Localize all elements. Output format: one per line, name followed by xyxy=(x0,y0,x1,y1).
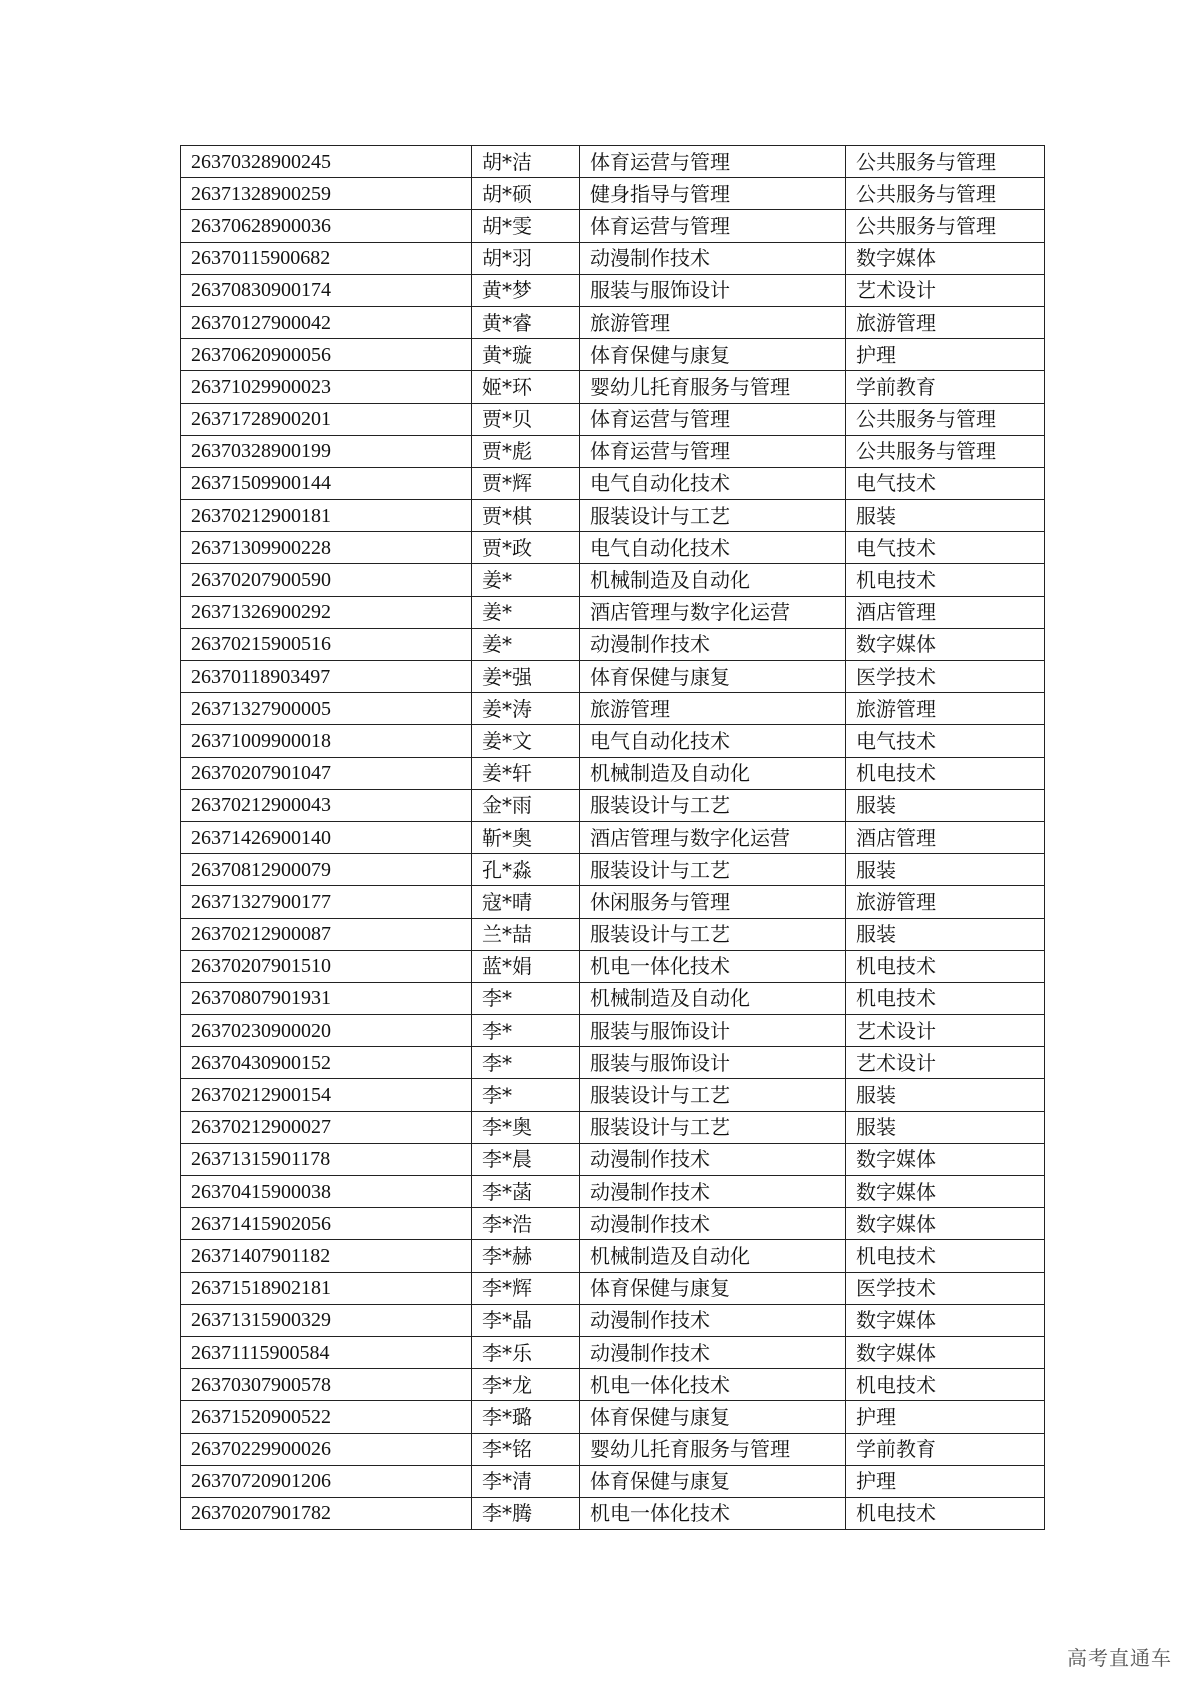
major-cell: 动漫制作技术 xyxy=(580,242,846,274)
student-name-cell: 贾*彪 xyxy=(472,435,580,467)
category-cell: 艺术设计 xyxy=(846,1015,1045,1047)
major-cell: 动漫制作技术 xyxy=(580,1176,846,1208)
category-cell: 护理 xyxy=(846,339,1045,371)
table-row xyxy=(181,789,1045,821)
table-row xyxy=(181,146,1045,178)
major-cell: 婴幼儿托育服务与管理 xyxy=(580,1433,846,1465)
table-row xyxy=(181,564,1045,596)
major-cell: 动漫制作技术 xyxy=(580,1143,846,1175)
student-name-cell: 李* xyxy=(472,982,580,1014)
major-cell: 体育运营与管理 xyxy=(580,146,846,178)
table-row xyxy=(181,1465,1045,1497)
student-id-cell: 26371029900023 xyxy=(181,371,472,403)
student-name-cell: 李*铭 xyxy=(472,1433,580,1465)
category-cell: 服装 xyxy=(846,854,1045,886)
student-name-cell: 黄*睿 xyxy=(472,306,580,338)
category-cell: 学前教育 xyxy=(846,371,1045,403)
table-row xyxy=(181,596,1045,628)
table-row xyxy=(181,1111,1045,1143)
category-cell: 旅游管理 xyxy=(846,886,1045,918)
category-cell: 服装 xyxy=(846,789,1045,821)
table-row xyxy=(181,1240,1045,1272)
category-cell: 数字媒体 xyxy=(846,628,1045,660)
student-id-cell: 26370620900056 xyxy=(181,339,472,371)
category-cell: 数字媒体 xyxy=(846,1176,1045,1208)
student-id-cell: 26371728900201 xyxy=(181,403,472,435)
table-row xyxy=(181,1369,1045,1401)
table-row xyxy=(181,854,1045,886)
student-id-cell: 26370207901782 xyxy=(181,1497,472,1529)
student-id-cell: 26371326900292 xyxy=(181,596,472,628)
category-cell: 医学技术 xyxy=(846,1272,1045,1304)
category-cell: 电气技术 xyxy=(846,467,1045,499)
student-id-cell: 26370207901047 xyxy=(181,757,472,789)
table-row xyxy=(181,435,1045,467)
major-cell: 酒店管理与数字化运营 xyxy=(580,596,846,628)
major-cell: 机械制造及自动化 xyxy=(580,1240,846,1272)
table-row xyxy=(181,274,1045,306)
student-name-cell: 姜*文 xyxy=(472,725,580,757)
table-row xyxy=(181,628,1045,660)
major-cell: 体育运营与管理 xyxy=(580,403,846,435)
student-name-cell: 金*雨 xyxy=(472,789,580,821)
student-id-cell: 26370628900036 xyxy=(181,210,472,242)
category-cell: 机电技术 xyxy=(846,982,1045,1014)
major-cell: 体育保健与康复 xyxy=(580,1401,846,1433)
student-name-cell: 姬*环 xyxy=(472,371,580,403)
major-cell: 服装设计与工艺 xyxy=(580,918,846,950)
student-name-cell: 胡*硕 xyxy=(472,178,580,210)
student-id-cell: 26371315901178 xyxy=(181,1143,472,1175)
student-name-cell: 贾*政 xyxy=(472,532,580,564)
category-cell: 公共服务与管理 xyxy=(846,403,1045,435)
table-row xyxy=(181,1272,1045,1304)
student-id-cell: 26370212900027 xyxy=(181,1111,472,1143)
student-name-cell: 胡*洁 xyxy=(472,146,580,178)
table-row xyxy=(181,725,1045,757)
major-cell: 服装设计与工艺 xyxy=(580,1079,846,1111)
category-cell: 数字媒体 xyxy=(846,1143,1045,1175)
student-id-cell: 26370430900152 xyxy=(181,1047,472,1079)
table-row xyxy=(181,178,1045,210)
roster-body xyxy=(181,146,1045,1530)
table-row xyxy=(181,950,1045,982)
student-name-cell: 李*辉 xyxy=(472,1272,580,1304)
table-row xyxy=(181,821,1045,853)
major-cell: 体育保健与康复 xyxy=(580,661,846,693)
student-id-cell: 26370807901931 xyxy=(181,982,472,1014)
table-row xyxy=(181,242,1045,274)
category-cell: 酒店管理 xyxy=(846,821,1045,853)
major-cell: 体育保健与康复 xyxy=(580,1465,846,1497)
major-cell: 服装设计与工艺 xyxy=(580,789,846,821)
table-row xyxy=(181,886,1045,918)
student-id-cell: 26370207900590 xyxy=(181,564,472,596)
category-cell: 数字媒体 xyxy=(846,1336,1045,1368)
student-id-cell: 26370207901510 xyxy=(181,950,472,982)
student-name-cell: 李*菡 xyxy=(472,1176,580,1208)
student-id-cell: 26371415902056 xyxy=(181,1208,472,1240)
table-row xyxy=(181,532,1045,564)
student-id-cell: 26370307900578 xyxy=(181,1369,472,1401)
category-cell: 医学技术 xyxy=(846,661,1045,693)
table-row xyxy=(181,467,1045,499)
table-row xyxy=(181,1015,1045,1047)
table-row xyxy=(181,1304,1045,1336)
student-name-cell: 胡*雯 xyxy=(472,210,580,242)
table-row xyxy=(181,1047,1045,1079)
table-row xyxy=(181,371,1045,403)
major-cell: 婴幼儿托育服务与管理 xyxy=(580,371,846,403)
student-id-cell: 26371009900018 xyxy=(181,725,472,757)
student-name-cell: 李*浩 xyxy=(472,1208,580,1240)
student-id-cell: 26370812900079 xyxy=(181,854,472,886)
table-row xyxy=(181,1208,1045,1240)
table-row xyxy=(181,982,1045,1014)
category-cell: 公共服务与管理 xyxy=(846,435,1045,467)
category-cell: 护理 xyxy=(846,1401,1045,1433)
student-name-cell: 寇*晴 xyxy=(472,886,580,918)
student-id-cell: 26371327900005 xyxy=(181,693,472,725)
category-cell: 艺术设计 xyxy=(846,274,1045,306)
student-id-cell: 26370720901206 xyxy=(181,1465,472,1497)
student-id-cell: 26370328900245 xyxy=(181,146,472,178)
student-id-cell: 26371309900228 xyxy=(181,532,472,564)
category-cell: 旅游管理 xyxy=(846,693,1045,725)
major-cell: 机械制造及自动化 xyxy=(580,982,846,1014)
major-cell: 体育保健与康复 xyxy=(580,1272,846,1304)
major-cell: 电气自动化技术 xyxy=(580,725,846,757)
major-cell: 健身指导与管理 xyxy=(580,178,846,210)
student-name-cell: 姜* xyxy=(472,596,580,628)
table-row xyxy=(181,918,1045,950)
category-cell: 机电技术 xyxy=(846,950,1045,982)
major-cell: 服装设计与工艺 xyxy=(580,1111,846,1143)
student-name-cell: 李*龙 xyxy=(472,1369,580,1401)
table-row xyxy=(181,1401,1045,1433)
category-cell: 数字媒体 xyxy=(846,242,1045,274)
student-name-cell: 胡*羽 xyxy=(472,242,580,274)
table-row xyxy=(181,1143,1045,1175)
student-id-cell: 26371509900144 xyxy=(181,467,472,499)
student-name-cell: 蓝*娟 xyxy=(472,950,580,982)
table-row xyxy=(181,693,1045,725)
table-row xyxy=(181,1176,1045,1208)
student-name-cell: 靳*奥 xyxy=(472,821,580,853)
student-roster-table xyxy=(180,145,1045,1530)
category-cell: 数字媒体 xyxy=(846,1208,1045,1240)
category-cell: 服装 xyxy=(846,500,1045,532)
major-cell: 旅游管理 xyxy=(580,693,846,725)
student-id-cell: 26371407901182 xyxy=(181,1240,472,1272)
table-row xyxy=(181,661,1045,693)
major-cell: 机电一体化技术 xyxy=(580,1369,846,1401)
student-name-cell: 孔*淼 xyxy=(472,854,580,886)
student-id-cell: 26370230900020 xyxy=(181,1015,472,1047)
major-cell: 机电一体化技术 xyxy=(580,950,846,982)
category-cell: 服装 xyxy=(846,1111,1045,1143)
category-cell: 公共服务与管理 xyxy=(846,146,1045,178)
category-cell: 公共服务与管理 xyxy=(846,210,1045,242)
student-id-cell: 26370415900038 xyxy=(181,1176,472,1208)
major-cell: 电气自动化技术 xyxy=(580,532,846,564)
student-id-cell: 26371520900522 xyxy=(181,1401,472,1433)
category-cell: 电气技术 xyxy=(846,532,1045,564)
table-row xyxy=(181,757,1045,789)
major-cell: 服装与服饰设计 xyxy=(580,1047,846,1079)
student-id-cell: 26371327900177 xyxy=(181,886,472,918)
major-cell: 机械制造及自动化 xyxy=(580,757,846,789)
category-cell: 服装 xyxy=(846,918,1045,950)
category-cell: 机电技术 xyxy=(846,757,1045,789)
student-id-cell: 26370127900042 xyxy=(181,306,472,338)
major-cell: 服装设计与工艺 xyxy=(580,500,846,532)
student-name-cell: 姜*强 xyxy=(472,661,580,693)
document-page xyxy=(180,145,1044,1530)
student-id-cell: 26370118903497 xyxy=(181,661,472,693)
student-id-cell: 26370830900174 xyxy=(181,274,472,306)
student-name-cell: 兰*喆 xyxy=(472,918,580,950)
student-id-cell: 26370328900199 xyxy=(181,435,472,467)
table-row xyxy=(181,1079,1045,1111)
category-cell: 机电技术 xyxy=(846,564,1045,596)
table-row xyxy=(181,339,1045,371)
student-name-cell: 姜* xyxy=(472,628,580,660)
student-name-cell: 黄*梦 xyxy=(472,274,580,306)
student-id-cell: 26370215900516 xyxy=(181,628,472,660)
major-cell: 动漫制作技术 xyxy=(580,1336,846,1368)
student-name-cell: 姜*涛 xyxy=(472,693,580,725)
major-cell: 动漫制作技术 xyxy=(580,1304,846,1336)
category-cell: 机电技术 xyxy=(846,1240,1045,1272)
student-name-cell: 李*晶 xyxy=(472,1304,580,1336)
table-row xyxy=(181,1336,1045,1368)
student-name-cell: 李*晨 xyxy=(472,1143,580,1175)
major-cell: 体育运营与管理 xyxy=(580,210,846,242)
major-cell: 旅游管理 xyxy=(580,306,846,338)
student-id-cell: 26370212900154 xyxy=(181,1079,472,1111)
student-name-cell: 李*赫 xyxy=(472,1240,580,1272)
major-cell: 服装与服饰设计 xyxy=(580,1015,846,1047)
student-name-cell: 李*璐 xyxy=(472,1401,580,1433)
major-cell: 休闲服务与管理 xyxy=(580,886,846,918)
student-name-cell: 贾*贝 xyxy=(472,403,580,435)
watermark-text: 高考直通车 xyxy=(1067,1646,1172,1670)
student-id-cell: 26371518902181 xyxy=(181,1272,472,1304)
student-id-cell: 26370229900026 xyxy=(181,1433,472,1465)
major-cell: 动漫制作技术 xyxy=(580,628,846,660)
table-row xyxy=(181,1497,1045,1529)
student-id-cell: 26371315900329 xyxy=(181,1304,472,1336)
student-id-cell: 26371328900259 xyxy=(181,178,472,210)
student-name-cell: 姜* xyxy=(472,564,580,596)
major-cell: 酒店管理与数字化运营 xyxy=(580,821,846,853)
student-name-cell: 黄*璇 xyxy=(472,339,580,371)
category-cell: 学前教育 xyxy=(846,1433,1045,1465)
category-cell: 护理 xyxy=(846,1465,1045,1497)
category-cell: 公共服务与管理 xyxy=(846,178,1045,210)
major-cell: 体育保健与康复 xyxy=(580,339,846,371)
student-name-cell: 李*奥 xyxy=(472,1111,580,1143)
major-cell: 机电一体化技术 xyxy=(580,1497,846,1529)
student-name-cell: 李* xyxy=(472,1079,580,1111)
student-name-cell: 李*清 xyxy=(472,1465,580,1497)
student-name-cell: 姜*轩 xyxy=(472,757,580,789)
category-cell: 艺术设计 xyxy=(846,1047,1045,1079)
category-cell: 服装 xyxy=(846,1079,1045,1111)
category-cell: 机电技术 xyxy=(846,1369,1045,1401)
category-cell: 旅游管理 xyxy=(846,306,1045,338)
category-cell: 数字媒体 xyxy=(846,1304,1045,1336)
table-row xyxy=(181,500,1045,532)
student-id-cell: 26371426900140 xyxy=(181,821,472,853)
major-cell: 服装设计与工艺 xyxy=(580,854,846,886)
table-row xyxy=(181,210,1045,242)
category-cell: 电气技术 xyxy=(846,725,1045,757)
table-row xyxy=(181,403,1045,435)
student-id-cell: 26370212900087 xyxy=(181,918,472,950)
category-cell: 酒店管理 xyxy=(846,596,1045,628)
student-id-cell: 26371115900584 xyxy=(181,1336,472,1368)
table-row xyxy=(181,306,1045,338)
student-id-cell: 26370115900682 xyxy=(181,242,472,274)
student-id-cell: 26370212900181 xyxy=(181,500,472,532)
table-row xyxy=(181,1433,1045,1465)
student-id-cell: 26370212900043 xyxy=(181,789,472,821)
student-name-cell: 贾*棋 xyxy=(472,500,580,532)
student-name-cell: 贾*辉 xyxy=(472,467,580,499)
major-cell: 电气自动化技术 xyxy=(580,467,846,499)
student-name-cell: 李* xyxy=(472,1047,580,1079)
category-cell: 机电技术 xyxy=(846,1497,1045,1529)
major-cell: 动漫制作技术 xyxy=(580,1208,846,1240)
student-name-cell: 李*腾 xyxy=(472,1497,580,1529)
student-name-cell: 李* xyxy=(472,1015,580,1047)
major-cell: 体育运营与管理 xyxy=(580,435,846,467)
student-name-cell: 李*乐 xyxy=(472,1336,580,1368)
major-cell: 机械制造及自动化 xyxy=(580,564,846,596)
major-cell: 服装与服饰设计 xyxy=(580,274,846,306)
